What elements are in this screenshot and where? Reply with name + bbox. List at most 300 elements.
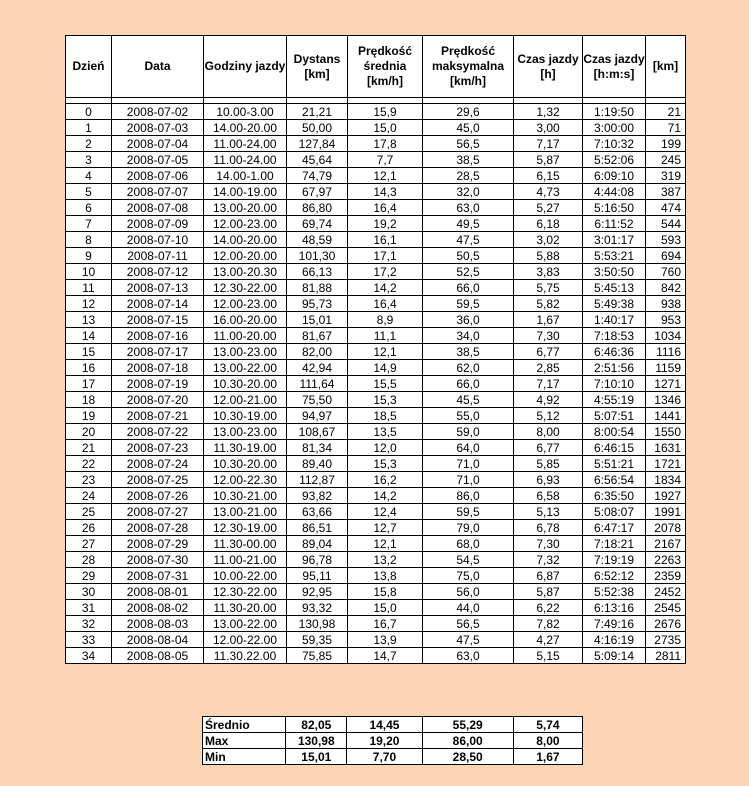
table-cell: 5 (66, 184, 112, 200)
table-cell: 27 (66, 536, 112, 552)
column-header: Prędkość maksymalna [km/h] (423, 36, 514, 98)
table-cell: 3:50:50 (583, 264, 646, 280)
table-cell: 6:46:36 (583, 344, 646, 360)
table-cell: 111,64 (287, 376, 348, 392)
stats-row (203, 749, 583, 765)
table-cell: 4,92 (514, 392, 583, 408)
table-cell: 54,5 (423, 552, 514, 568)
table-cell: 63,0 (423, 648, 514, 664)
table-cell: 93,32 (287, 600, 348, 616)
table-cell: 16.00-20.00 (204, 312, 287, 328)
table-cell: 1,67 (514, 312, 583, 328)
table-cell: 6,77 (514, 440, 583, 456)
table-cell: 12.30-22.00 (204, 584, 287, 600)
table-row (66, 488, 686, 504)
table-cell: 21 (66, 440, 112, 456)
table-cell: 4,27 (514, 632, 583, 648)
table-cell: 2008-07-27 (112, 504, 204, 520)
table-cell: 14,2 (348, 488, 423, 504)
table-cell: 4,73 (514, 184, 583, 200)
table-cell: 3,00 (514, 120, 583, 136)
table-cell: 17,2 (348, 264, 423, 280)
table-cell: 74,79 (287, 168, 348, 184)
table-cell: 2008-07-30 (112, 552, 204, 568)
table-cell: 68,0 (423, 536, 514, 552)
table-cell: 2008-07-18 (112, 360, 204, 376)
table-cell: 15,0 (348, 600, 423, 616)
table-cell: 1834 (646, 472, 686, 488)
table-row (66, 392, 686, 408)
table-cell: 56,5 (423, 136, 514, 152)
table-cell: 4 (66, 168, 112, 184)
table-cell: 14.00-20.00 (204, 232, 287, 248)
table-cell: 5:49:38 (583, 296, 646, 312)
table-cell: 2008-07-22 (112, 424, 204, 440)
table-cell: 13.00-22.00 (204, 616, 287, 632)
table-cell: 15,0 (348, 120, 423, 136)
stats-value: 7,70 (347, 749, 422, 765)
table-cell: 48,59 (287, 232, 348, 248)
table-row (66, 648, 686, 664)
table-cell: 44,0 (423, 600, 514, 616)
stats-row (203, 733, 583, 749)
table-cell: 10.00-3.00 (204, 104, 287, 120)
table-cell: 2 (66, 136, 112, 152)
table-cell: 2008-07-11 (112, 248, 204, 264)
table-cell: 17,8 (348, 136, 423, 152)
table-row (66, 216, 686, 232)
table-cell: 2008-07-26 (112, 488, 204, 504)
table-cell: 2008-07-12 (112, 264, 204, 280)
table-cell: 45,0 (423, 120, 514, 136)
table-cell: 953 (646, 312, 686, 328)
table-cell: 319 (646, 168, 686, 184)
table-cell: 8,00 (514, 424, 583, 440)
table-cell: 1034 (646, 328, 686, 344)
table-cell: 42,94 (287, 360, 348, 376)
table-cell: 2008-07-14 (112, 296, 204, 312)
stats-value: 82,05 (286, 717, 347, 733)
column-header: Dzień (66, 36, 112, 98)
table-cell: 50,5 (423, 248, 514, 264)
table-cell: 2008-07-25 (112, 472, 204, 488)
table-cell: 15,3 (348, 392, 423, 408)
table-cell: 86,0 (423, 488, 514, 504)
table-cell: 2008-07-20 (112, 392, 204, 408)
stats-value: 5,74 (513, 717, 582, 733)
table-cell: 11.30-20.00 (204, 600, 287, 616)
table-cell: 7,30 (514, 328, 583, 344)
table-cell: 26 (66, 520, 112, 536)
table-cell: 10.00-22.00 (204, 568, 287, 584)
table-cell: 6:11:52 (583, 216, 646, 232)
table-cell: 1:40:17 (583, 312, 646, 328)
table-cell: 66,13 (287, 264, 348, 280)
table-cell: 16,1 (348, 232, 423, 248)
table-cell: 2008-07-17 (112, 344, 204, 360)
table-cell: 14.00-19.00 (204, 184, 287, 200)
table-cell: 34 (66, 648, 112, 664)
table-cell: 5,15 (514, 648, 583, 664)
table-cell: 2008-07-09 (112, 216, 204, 232)
table-cell: 89,40 (287, 456, 348, 472)
table-cell: 1 (66, 120, 112, 136)
table-cell: 12.00-23.00 (204, 296, 287, 312)
table-cell: 7:49:16 (583, 616, 646, 632)
table-row (66, 600, 686, 616)
table-cell: 11.00-21.00 (204, 552, 287, 568)
table-cell: 38,5 (423, 152, 514, 168)
table-cell: 5:45:13 (583, 280, 646, 296)
table-cell: 11.30.22.00 (204, 648, 287, 664)
table-cell: 11.30-19.00 (204, 440, 287, 456)
table-row (66, 456, 686, 472)
table-cell: 2359 (646, 568, 686, 584)
table-cell: 1:19:50 (583, 104, 646, 120)
table-row (66, 232, 686, 248)
table-cell: 4:44:08 (583, 184, 646, 200)
table-cell: 0 (66, 104, 112, 120)
table-cell: 5,13 (514, 504, 583, 520)
table-row (66, 568, 686, 584)
table-cell: 15,5 (348, 376, 423, 392)
table-cell: 59,5 (423, 296, 514, 312)
table-cell: 2167 (646, 536, 686, 552)
table-row (66, 376, 686, 392)
table-cell: 199 (646, 136, 686, 152)
table-cell: 1,32 (514, 104, 583, 120)
table-cell: 15,8 (348, 584, 423, 600)
table-cell: 59,35 (287, 632, 348, 648)
table-cell: 14,7 (348, 648, 423, 664)
table-cell: 694 (646, 248, 686, 264)
table-cell: 15 (66, 344, 112, 360)
table-cell: 47,5 (423, 632, 514, 648)
table-cell: 19,2 (348, 216, 423, 232)
table-cell: 6:35:50 (583, 488, 646, 504)
table-cell: 5,82 (514, 296, 583, 312)
table-cell: 12.30-22.00 (204, 280, 287, 296)
table-row (66, 472, 686, 488)
table-cell: 5:52:06 (583, 152, 646, 168)
table-cell: 71,0 (423, 472, 514, 488)
table-cell: 11.30-00.00 (204, 536, 287, 552)
table-cell: 2008-07-10 (112, 232, 204, 248)
table-cell: 5:51:21 (583, 456, 646, 472)
table-cell: 32 (66, 616, 112, 632)
table-row (66, 248, 686, 264)
table-cell: 1991 (646, 504, 686, 520)
table-cell: 10.30-19.00 (204, 408, 287, 424)
table-cell: 2008-08-05 (112, 648, 204, 664)
table-cell: 2263 (646, 552, 686, 568)
table-cell: 22 (66, 456, 112, 472)
table-cell: 1927 (646, 488, 686, 504)
table-cell: 12.00-22.30 (204, 472, 287, 488)
table-cell: 6,93 (514, 472, 583, 488)
table-cell: 2008-07-21 (112, 408, 204, 424)
table-row (66, 408, 686, 424)
table-cell: 62,0 (423, 360, 514, 376)
table-cell: 30 (66, 584, 112, 600)
table-cell: 593 (646, 232, 686, 248)
table-row (66, 632, 686, 648)
table-row (66, 136, 686, 152)
table-cell: 15,9 (348, 104, 423, 120)
table-row (66, 360, 686, 376)
table-cell: 6:52:12 (583, 568, 646, 584)
table-cell: 2008-07-03 (112, 120, 204, 136)
table-cell: 2008-07-05 (112, 152, 204, 168)
table-cell: 71,0 (423, 456, 514, 472)
table-cell: 45,5 (423, 392, 514, 408)
table-cell: 2735 (646, 632, 686, 648)
table-cell: 29,6 (423, 104, 514, 120)
table-cell: 18 (66, 392, 112, 408)
table-cell: 2008-07-02 (112, 104, 204, 120)
table-cell: 7 (66, 216, 112, 232)
table-row (66, 120, 686, 136)
table-cell: 6,58 (514, 488, 583, 504)
table-cell: 3,02 (514, 232, 583, 248)
table-cell: 18,5 (348, 408, 423, 424)
stats-value: 8,00 (513, 733, 582, 749)
table-row (66, 264, 686, 280)
table-cell: 2008-07-13 (112, 280, 204, 296)
table-cell: 86,80 (287, 200, 348, 216)
table-cell: 2,85 (514, 360, 583, 376)
table-cell: 1116 (646, 344, 686, 360)
table-cell: 66,0 (423, 280, 514, 296)
table-cell: 2008-07-24 (112, 456, 204, 472)
table-cell: 59,0 (423, 424, 514, 440)
table-cell: 25 (66, 504, 112, 520)
table-row (66, 184, 686, 200)
table-cell: 1441 (646, 408, 686, 424)
table-cell: 16,2 (348, 472, 423, 488)
table-cell: 5,85 (514, 456, 583, 472)
table-cell: 24 (66, 488, 112, 504)
table-row (66, 104, 686, 120)
stats-value: 86,00 (422, 733, 513, 749)
table-cell: 11 (66, 280, 112, 296)
table-cell: 64,0 (423, 440, 514, 456)
table-cell: 6,78 (514, 520, 583, 536)
column-header: Czas jazdy [h] (514, 36, 583, 98)
table-cell: 12.00-20.00 (204, 248, 287, 264)
table-cell: 75,50 (287, 392, 348, 408)
table-cell: 10.30-21.00 (204, 488, 287, 504)
stats-value: 1,67 (513, 749, 582, 765)
table-cell: 7:19:19 (583, 552, 646, 568)
stats-value: 19,20 (347, 733, 422, 749)
table-cell: 6:46:15 (583, 440, 646, 456)
table-cell: 36,0 (423, 312, 514, 328)
table-cell: 1159 (646, 360, 686, 376)
table-cell: 6:47:17 (583, 520, 646, 536)
table-cell: 45,64 (287, 152, 348, 168)
table-cell: 32,0 (423, 184, 514, 200)
table-cell: 130,98 (287, 616, 348, 632)
table-cell: 2008-08-02 (112, 600, 204, 616)
column-header: Dystans [km] (287, 36, 348, 98)
table-cell: 10.30-20.00 (204, 456, 287, 472)
table-cell: 63,66 (287, 504, 348, 520)
table-cell: 6 (66, 200, 112, 216)
table-cell: 6,87 (514, 568, 583, 584)
table-cell: 2008-07-08 (112, 200, 204, 216)
table-cell: 7,17 (514, 376, 583, 392)
stats-value: 15,01 (286, 749, 347, 765)
table-cell: 2676 (646, 616, 686, 632)
table-cell: 93,82 (287, 488, 348, 504)
table-cell: 12,4 (348, 504, 423, 520)
table-cell: 16 (66, 360, 112, 376)
table-row (66, 520, 686, 536)
stats-value: 130,98 (286, 733, 347, 749)
table-cell: 79,0 (423, 520, 514, 536)
table-cell: 7:18:21 (583, 536, 646, 552)
table-cell: 86,51 (287, 520, 348, 536)
table-cell: 11.00-24.00 (204, 152, 287, 168)
table-cell: 12,1 (348, 168, 423, 184)
table-cell: 5,87 (514, 584, 583, 600)
table-cell: 6:56:54 (583, 472, 646, 488)
table-cell: 20 (66, 424, 112, 440)
table-cell: 108,67 (287, 424, 348, 440)
table-cell: 14,2 (348, 280, 423, 296)
table-row (66, 536, 686, 552)
stats-row (203, 717, 583, 733)
table-cell: 5,27 (514, 200, 583, 216)
table-cell: 81,88 (287, 280, 348, 296)
table-cell: 12,1 (348, 344, 423, 360)
table-cell: 7:18:53 (583, 328, 646, 344)
table-cell: 3,83 (514, 264, 583, 280)
table-cell: 5,12 (514, 408, 583, 424)
table-cell: 33 (66, 632, 112, 648)
table-cell: 474 (646, 200, 686, 216)
table-cell: 3 (66, 152, 112, 168)
stats-label: Min (203, 749, 286, 765)
table-cell: 2:51:56 (583, 360, 646, 376)
table-cell: 5:16:50 (583, 200, 646, 216)
table-cell: 13.00-20.00 (204, 200, 287, 216)
table-cell: 95,73 (287, 296, 348, 312)
table-cell: 13 (66, 312, 112, 328)
table-cell: 16,7 (348, 616, 423, 632)
table-cell: 2008-07-23 (112, 440, 204, 456)
table-cell: 14 (66, 328, 112, 344)
table-cell: 12,7 (348, 520, 423, 536)
column-header: Czas jazdy [h:m:s] (583, 36, 646, 98)
table-cell: 81,34 (287, 440, 348, 456)
table-cell: 2008-08-04 (112, 632, 204, 648)
table-cell: 5,87 (514, 152, 583, 168)
table-cell: 14,3 (348, 184, 423, 200)
table-cell: 7,30 (514, 536, 583, 552)
column-header: [km] (646, 36, 686, 98)
table-cell: 7,17 (514, 136, 583, 152)
table-cell: 23 (66, 472, 112, 488)
table-cell: 59,5 (423, 504, 514, 520)
table-cell: 7,32 (514, 552, 583, 568)
table-cell: 10 (66, 264, 112, 280)
table-cell: 14.00-20.00 (204, 120, 287, 136)
table-cell: 47,5 (423, 232, 514, 248)
table-cell: 11.00-20.00 (204, 328, 287, 344)
table-cell: 66,0 (423, 376, 514, 392)
table-cell: 5,88 (514, 248, 583, 264)
table-cell: 8,9 (348, 312, 423, 328)
stats-label: Średnio (203, 717, 286, 733)
table-cell: 14.00-1.00 (204, 168, 287, 184)
table-cell: 13,8 (348, 568, 423, 584)
table-cell: 10.30-20.00 (204, 376, 287, 392)
table-cell: 31 (66, 600, 112, 616)
table-cell: 938 (646, 296, 686, 312)
stats-value: 55,29 (422, 717, 513, 733)
table-cell: 13,9 (348, 632, 423, 648)
table-cell: 2008-07-19 (112, 376, 204, 392)
table-cell: 49,5 (423, 216, 514, 232)
stats-value: 14,45 (347, 717, 422, 733)
table-cell: 7:10:32 (583, 136, 646, 152)
table-cell: 245 (646, 152, 686, 168)
table-cell: 2008-07-31 (112, 568, 204, 584)
table-cell: 13,5 (348, 424, 423, 440)
table-cell: 7,82 (514, 616, 583, 632)
table-row (66, 440, 686, 456)
table-cell: 1271 (646, 376, 686, 392)
table-cell: 5:08:07 (583, 504, 646, 520)
table-cell: 2008-07-28 (112, 520, 204, 536)
table-cell: 101,30 (287, 248, 348, 264)
table-cell: 2452 (646, 584, 686, 600)
table-cell: 2008-07-04 (112, 136, 204, 152)
table-cell: 17,1 (348, 248, 423, 264)
stats-label: Max (203, 733, 286, 749)
table-cell: 1346 (646, 392, 686, 408)
table-row (66, 152, 686, 168)
table-cell: 55,0 (423, 408, 514, 424)
table-cell: 12.00-23.00 (204, 216, 287, 232)
table-row (66, 296, 686, 312)
table-cell: 15,3 (348, 456, 423, 472)
table-row (66, 616, 686, 632)
table-cell: 9 (66, 248, 112, 264)
trip-log-table (65, 35, 686, 664)
table-cell: 2078 (646, 520, 686, 536)
table-cell: 13.00-21.00 (204, 504, 287, 520)
table-cell: 38,5 (423, 344, 514, 360)
column-header: Godziny jazdy (204, 36, 287, 98)
table-cell: 13.00-22.00 (204, 360, 287, 376)
table-cell: 12,1 (348, 536, 423, 552)
table-cell: 5:52:38 (583, 584, 646, 600)
table-cell: 6,15 (514, 168, 583, 184)
table-cell: 16,4 (348, 296, 423, 312)
table-cell: 15,01 (287, 312, 348, 328)
table-row (66, 584, 686, 600)
table-cell: 13.00-20.30 (204, 264, 287, 280)
table-cell: 71 (646, 120, 686, 136)
table-cell: 12.30-19.00 (204, 520, 287, 536)
table-cell: 2008-08-01 (112, 584, 204, 600)
column-header: Data (112, 36, 204, 98)
table-row (66, 328, 686, 344)
table-cell: 2008-08-03 (112, 616, 204, 632)
